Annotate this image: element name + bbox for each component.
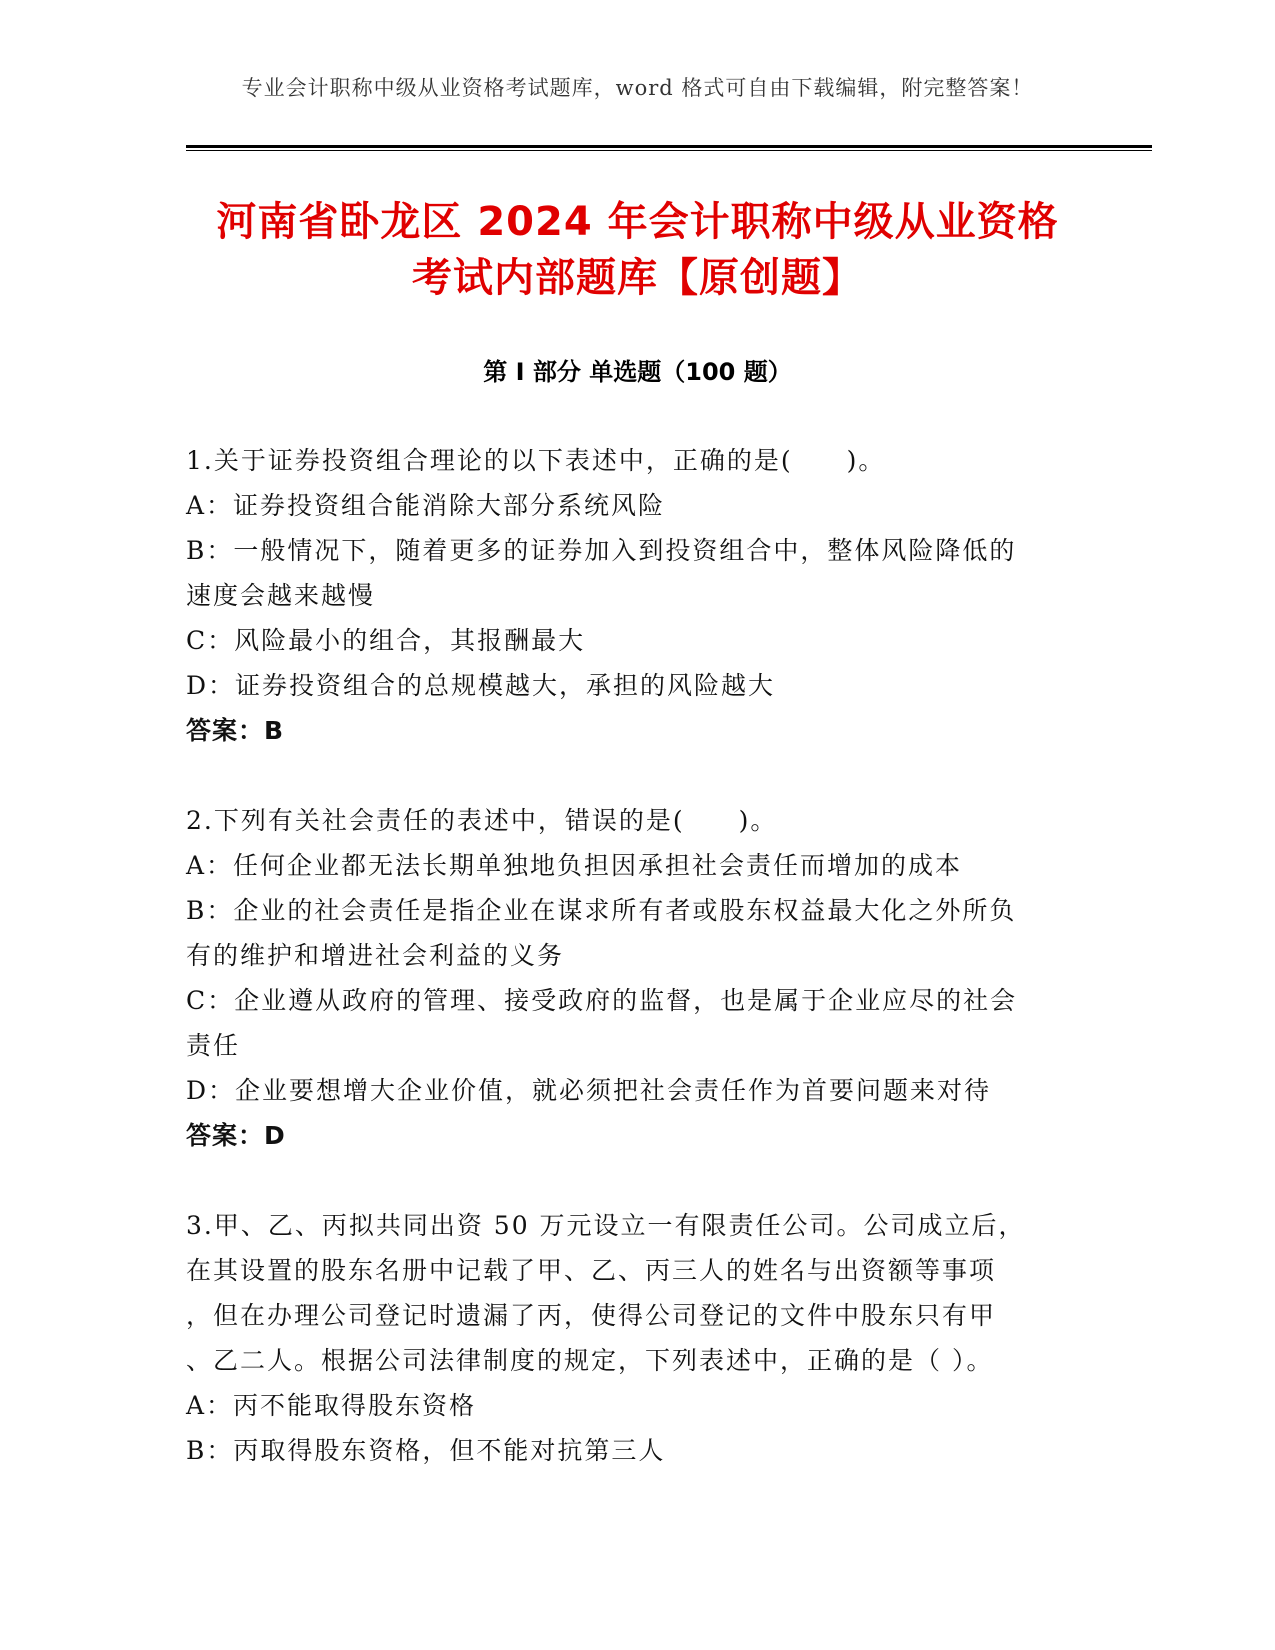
- header-rule-thin: [186, 150, 1152, 151]
- document-title: [150, 194, 1125, 306]
- question-line-cont: ，但在办理公司登记时遗漏了丙，使得公司登记的文件中股东只有甲: [186, 1301, 997, 1330]
- answer: 答案：B: [186, 716, 285, 745]
- option-c: C：企业遵从政府的管理、接受政府的监督，也是属于企业应尽的社会: [186, 986, 1018, 1015]
- option-d: D：证券投资组合的总规模越大，承担的风险越大: [186, 671, 776, 700]
- question-1: [186, 438, 1086, 753]
- option-d: D：企业要想增大企业价值，就必须把社会责任作为首要问题来对待: [186, 1076, 992, 1105]
- header-note: 专业会计职称中级从业资格考试题库，word 格式可自由下载编辑，附完整答案！: [241, 76, 1034, 100]
- option-a: A：证券投资组合能消除大部分系统风险: [186, 491, 666, 520]
- option-c-cont: 责任: [186, 1031, 241, 1060]
- option-c: C：风险最小的组合，其报酬最大: [186, 626, 586, 655]
- question-line: 1.关于证券投资组合理论的以下表述中，正确的是( )。: [186, 446, 886, 475]
- question-line-cont: 、乙二人。根据公司法律制度的规定，下列表述中，正确的是（ ）。: [186, 1346, 994, 1375]
- option-b-cont: 有的维护和增进社会利益的义务: [186, 941, 565, 970]
- title-line-1: 河南省卧龙区 2024 年会计职称中级从业资格: [216, 199, 1059, 245]
- title-line-2: 考试内部题库【原创题】: [412, 255, 863, 301]
- option-b: B：丙取得股东资格，但不能对抗第三人: [186, 1436, 666, 1465]
- section-heading: 第 I 部分 单选题（100 题）: [483, 358, 792, 386]
- option-a: A：任何企业都无法长期单独地负担因承担社会责任而增加的成本: [186, 851, 963, 880]
- question-3: [186, 1203, 1086, 1473]
- option-a: A：丙不能取得股东资格: [186, 1391, 477, 1420]
- option-b: B：一般情况下，随着更多的证券加入到投资组合中，整体风险降低的: [186, 536, 1017, 565]
- answer: 答案：D: [186, 1121, 286, 1150]
- question-2: [186, 798, 1086, 1158]
- question-line: 3.甲、乙、丙拟共同出资 50 万元设立一有限责任公司。公司成立后，: [186, 1211, 1026, 1240]
- question-list: [186, 438, 1086, 1518]
- question-line: 2.下列有关社会责任的表述中，错误的是( )。: [186, 806, 778, 835]
- option-b-cont: 速度会越来越慢: [186, 581, 376, 610]
- option-b: B：企业的社会责任是指企业在谋求所有者或股东权益最大化之外所负: [186, 896, 1017, 925]
- question-line-cont: 在其设置的股东名册中记载了甲、乙、丙三人的姓名与出资额等事项: [186, 1256, 997, 1285]
- header-rule-thick: [186, 145, 1152, 148]
